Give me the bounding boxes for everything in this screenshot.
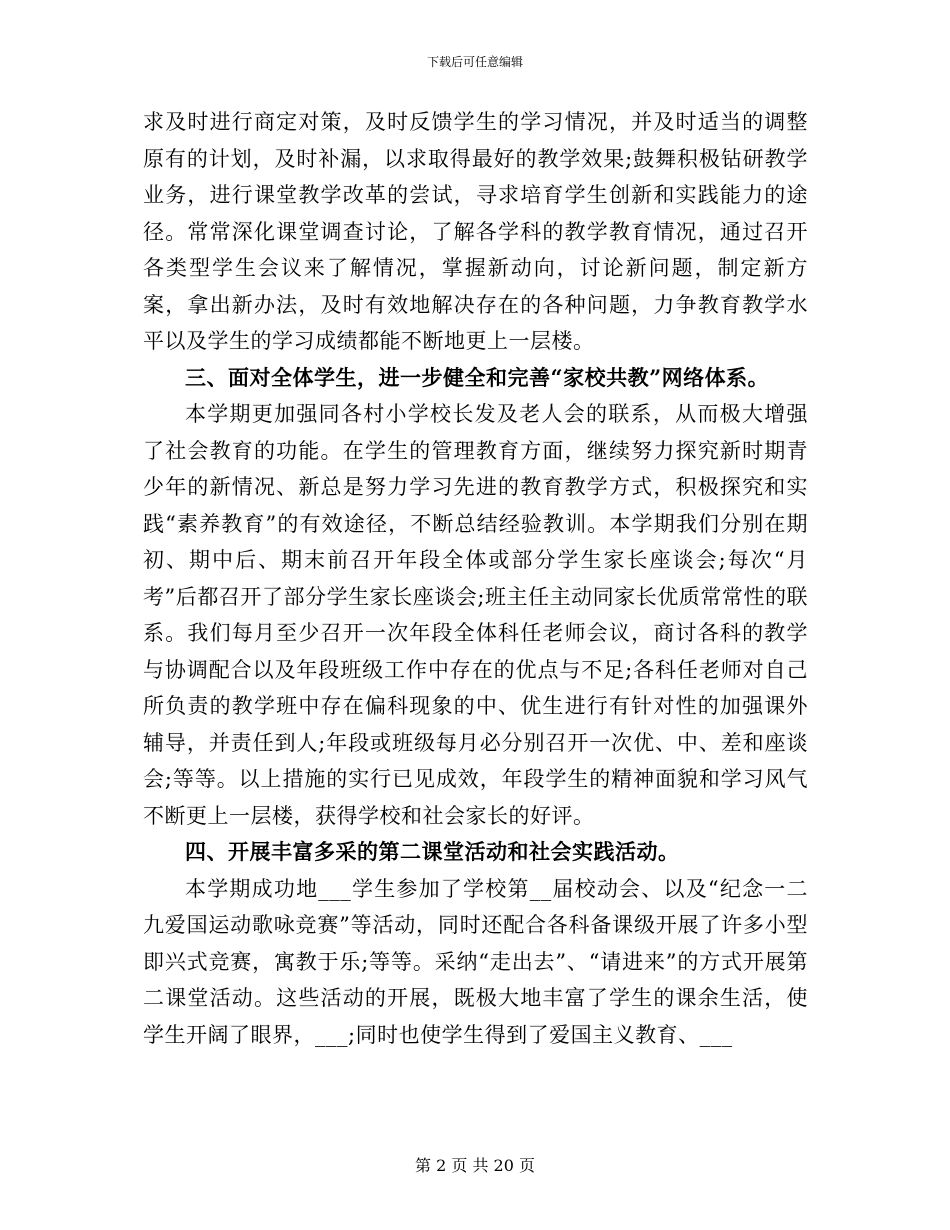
section-heading-4: 四、开展丰富多采的第二课堂活动和社会实践活动。: [185, 839, 680, 864]
page-header-note: 下载后可任意编辑: [426, 55, 523, 69]
section-heading-3: 三、面对全体学生，进一步健全和完善“家校共教”网络体系。: [185, 364, 770, 390]
page-number: 第 2 页 共 20 页: [415, 1156, 535, 1175]
paragraph-continuation: 求及时进行商定对策，及时反馈学生的学习情况，并及时适当的调整原有的计划，及时补漏，以求取得最好的教学效果;鼓舞积极钻研教学业务，进行课堂教学改革的尝试，寻求培育学生创新和实践能力的途径。常常深化课堂调查讨论，了解各学科的教学教育情况，通过召开各类型学生会议来了解情况，掌握新动向，讨论新问题，制定新方案，拿出新办法，及时有效地解决存在的各种问题，力争教育教学水平以及学生的学习成绩都能不断地更上一层楼。: [143, 110, 808, 353]
paragraph-activities: 本学期成功地___学生参加了学校第__届校动会、以及“纪念一二九爱国运动歌咏竞赛”等活动，同时还配合各科备课级开展了许多小型即兴式竞赛，寓教于乐;等等。采纳“走出去”、“请进来”的方式开展第二课堂活动。这些活动的开展，既极大地丰富了学生的课余生活，使学生开阔了眼界，___;同时也使学生得到了爱国主义教育、___: [143, 876, 808, 1047]
paragraph-home-school: 本学期更加强同各村小学校长发及老人会的联系，从而极大增强了社会教育的功能。在学生的管理教育方面，继续努力探究新时期青少年的新情况、新总是努力学习先进的教育教学方式，积极探究和实践“素养教育”的有效途径，不断总结经验教训。本学期我们分别在期初、期中后、期末前召开年段全体或部分学生家长座谈会;每次“月考”后都召开了部分学生家长座谈会;班主任主动同家长优质常常性的联系。我们每月至少召开一次年段全体科任老师会议，商讨各科的教学与协调配合以及年段班级工作中存在的优点与不足;各科任老师对自己所负责的教学班中存在偏科现象的中、优生进行有针对性的加强课外辅导，并责任到人;年段或班级每月必分别召开一次优、中、差和座谈会;等等。以上措施的实行已见成效，年段学生的精神面貌和学习风气不断更上一层楼，获得学校和社会家长的好评。: [143, 402, 808, 828]
document-body: [143, 104, 808, 1053]
